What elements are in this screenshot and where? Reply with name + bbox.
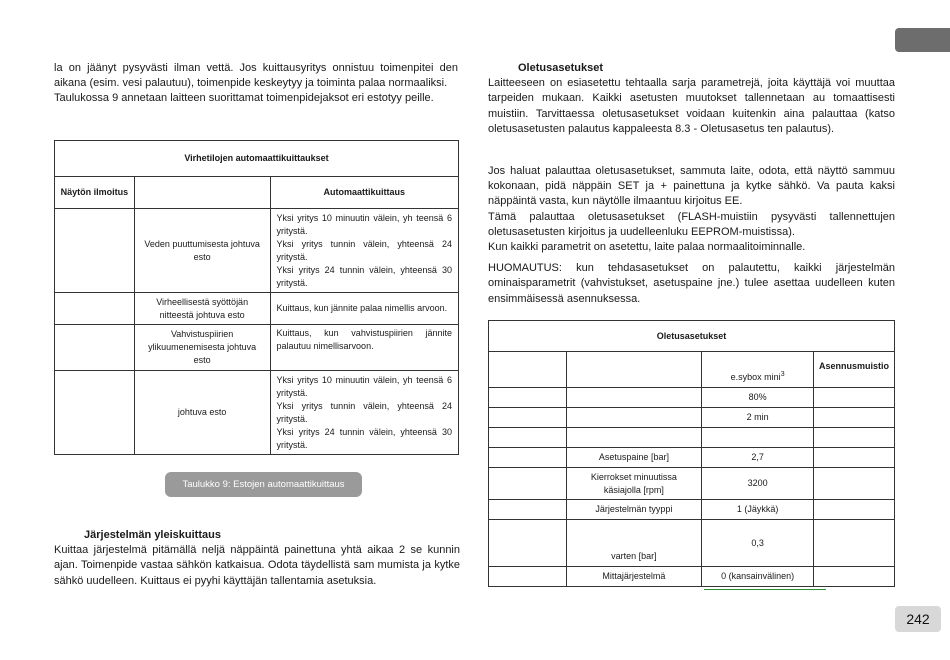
table-row: [489, 428, 895, 448]
table-row: [489, 408, 895, 428]
defaults-cell: [489, 567, 567, 587]
defaults-value-cell: 80%: [702, 388, 814, 408]
defaults-title: Oletusasetukset: [518, 62, 603, 74]
fault-action-cell: Kuittaus, kun jännite palaa nimellis arvoon.: [270, 293, 458, 325]
fault-desc-cell: Virheellisestä syöttöjän nitteestä johtuva esto: [134, 293, 270, 325]
defaults-cell: [489, 500, 567, 520]
installation-memo-header: Asennusmuistio: [814, 352, 895, 388]
fault-code-cell: [55, 293, 135, 325]
defaults-cell: [489, 428, 567, 448]
table-row: [55, 209, 459, 293]
fault-code-cell: [55, 325, 135, 371]
product-header: [702, 352, 814, 388]
defaults-cell: [489, 448, 567, 468]
fault-desc-cell: Vahvistuspiirien ylikuumenemisesta johtuva esto: [134, 325, 270, 371]
defaults-cell: Järjestelmän tyyppi: [566, 500, 702, 520]
left-intro-para-1: la on jäänyt pysyvästi ilman vettä. Jos kuittausyritys onnistuu toimenpitei den aikana (esim. vesi palautuu), toimenpide keskeytyy ja toiminta palaa normaaliksi.: [54, 62, 458, 90]
defaults-cell: [566, 428, 702, 448]
system-reset-section: [54, 528, 460, 589]
defaults-cell: Kierrokset minuutissa käsiajolla [rpm]: [566, 468, 702, 500]
table-row: [489, 567, 895, 587]
default-settings-table: [488, 320, 895, 587]
table-row: [489, 448, 895, 468]
defaults-value-cell: [702, 428, 814, 448]
page-tab-marker: [895, 28, 950, 52]
defaults-memo-cell: [814, 520, 895, 567]
defaults-memo-cell: [814, 567, 895, 587]
green-underline: [704, 589, 826, 590]
defaults-value-cell: 0,3: [702, 520, 814, 567]
fault-table-header-code: Näytön ilmoitus: [55, 177, 135, 209]
defaults-memo-cell: [814, 448, 895, 468]
defaults-cell: [489, 520, 567, 567]
defaults-cell: [566, 388, 702, 408]
defaults-cell: Asetuspaine [bar]: [566, 448, 702, 468]
defaults-para-2c: Kun kaikki parametrit on asetettu, laite palaa normaalitoiminnalle.: [488, 241, 806, 254]
defaults-cell: [566, 408, 702, 428]
defaults-memo-cell: [814, 500, 895, 520]
table-row: [489, 520, 895, 567]
system-reset-title: Järjestelmän yleiskuittaus: [84, 529, 221, 541]
fault-desc-cell: Veden puuttumisesta johtuva esto: [134, 209, 270, 293]
defaults-value-cell: 2 min: [702, 408, 814, 428]
defaults-memo-cell: [814, 388, 895, 408]
table-row: [55, 371, 459, 455]
defaults-table-title: Oletusasetukset: [489, 321, 895, 352]
fault-table-header-action: Automaattikuittaus: [270, 177, 458, 209]
defaults-section: [488, 61, 895, 307]
product-header-sup: 3: [780, 371, 785, 378]
defaults-para-2b: Tämä palauttaa oletusasetukset (FLASH-muistiin pysyvästi tallennettujen oletusasetusten kirjoitus ja uudelleenluku EEPROM-muistissa).: [488, 210, 895, 238]
defaults-header-blank-a: [489, 352, 567, 388]
fault-table-header-desc: [134, 177, 270, 209]
defaults-cell: [489, 468, 567, 500]
table-9-caption: Taulukko 9: Estojen automaattikuittaus: [165, 472, 362, 497]
defaults-cell: [489, 388, 567, 408]
fault-code-cell: [55, 371, 135, 455]
defaults-value-cell: 1 (Jäykkä): [702, 500, 814, 520]
defaults-header-blank-b: [566, 352, 702, 388]
defaults-value-cell: 3200: [702, 468, 814, 500]
fault-action-cell: Kuittaus, kun vahvistuspiirien jännite palautuu nimellisarvoon.: [270, 325, 458, 371]
table-row: [55, 325, 459, 371]
fault-action-cell: Yksi yritys 10 minuutin välein, yh teensä 6 yritystä. Yksi yritys tunnin välein, yhteensä 24 yritystä. Yksi yritys 24 tunnin välein, yhteensä 30 yritystä.: [270, 209, 458, 293]
defaults-para-2a: Jos haluat palauttaa oletusasetukset, sammuta laite, odota, että näyttö sammuu kokonaan, pidä näppäin SET ja + painettuna ja kytke sähkö. Va pauta kaksi näppäintä vasta, kun näytölle ilmaantuu kirjoitus EE.: [488, 165, 895, 208]
fault-action-cell: Yksi yritys 10 minuutin välein, yh teensä 6 yritystä. Yksi yritys tunnin välein, yhteensä 24 yritystä. Yksi yritys 24 tunnin välein, yhteensä 30 yritystä.: [270, 371, 458, 455]
left-intro-para-2: Taulukossa 9 annetaan laitteen suorittamat toimenpidejaksot eri estotyy peille.: [54, 92, 434, 105]
defaults-memo-cell: [814, 428, 895, 448]
fault-table-title: Virhetilojen automaattikuittaukset: [55, 141, 459, 177]
defaults-cell: [489, 408, 567, 428]
table-row: [489, 388, 895, 408]
table-row: [55, 293, 459, 325]
defaults-note: HUOMAUTUS: kun tehdasasetukset on palautettu, kaikki järjestelmän ominaisparametrit (vahvistukset, asetuspaine jne.) tulee asettaa uudelleen kuten ensimmäisessä asennuksessa.: [488, 262, 895, 305]
fault-desc-cell: johtuva esto: [134, 371, 270, 455]
fault-reset-table: [54, 140, 459, 455]
defaults-value-cell: 2,7: [702, 448, 814, 468]
left-intro: [54, 61, 458, 107]
page-number: 242: [895, 606, 941, 632]
product-header-name: e.sybox mini: [730, 372, 781, 382]
fault-code-cell: [55, 209, 135, 293]
table-row: [489, 468, 895, 500]
defaults-para-1: Laitteeseen on esiasetettu tehtaalla sarja parametrejä, joita käyttäjä voi muuttaa tarpeiden mukaan. Kaikki asetusten muutokset tallennetaan au tomaattisesti muistiin. Tarvittaessa oletusasetukset voidaan kuitenkin aina palauttaa (katso oletusasetusten palautus kappaleesta 8.3 - Oletusasetus ten palautus).: [488, 77, 895, 135]
defaults-cell: Mittajärjestelmä: [566, 567, 702, 587]
defaults-memo-cell: [814, 408, 895, 428]
table-row: [489, 500, 895, 520]
defaults-value-cell: 0 (kansainvälinen): [702, 567, 814, 587]
defaults-cell: varten [bar]: [566, 520, 702, 567]
system-reset-text: Kuittaa järjestelmä pitämällä neljä näppäintä painettuna yhtä aikaa 2 se kunnin ajan. Toimenpide vastaa sähkön katkaisua. Odota täydellistä sam mumista ja kytke sähkö uudelleen. Kuittaus ei pyyhi käyttäjän tallentamia asetuksia.: [54, 544, 460, 587]
defaults-memo-cell: [814, 468, 895, 500]
